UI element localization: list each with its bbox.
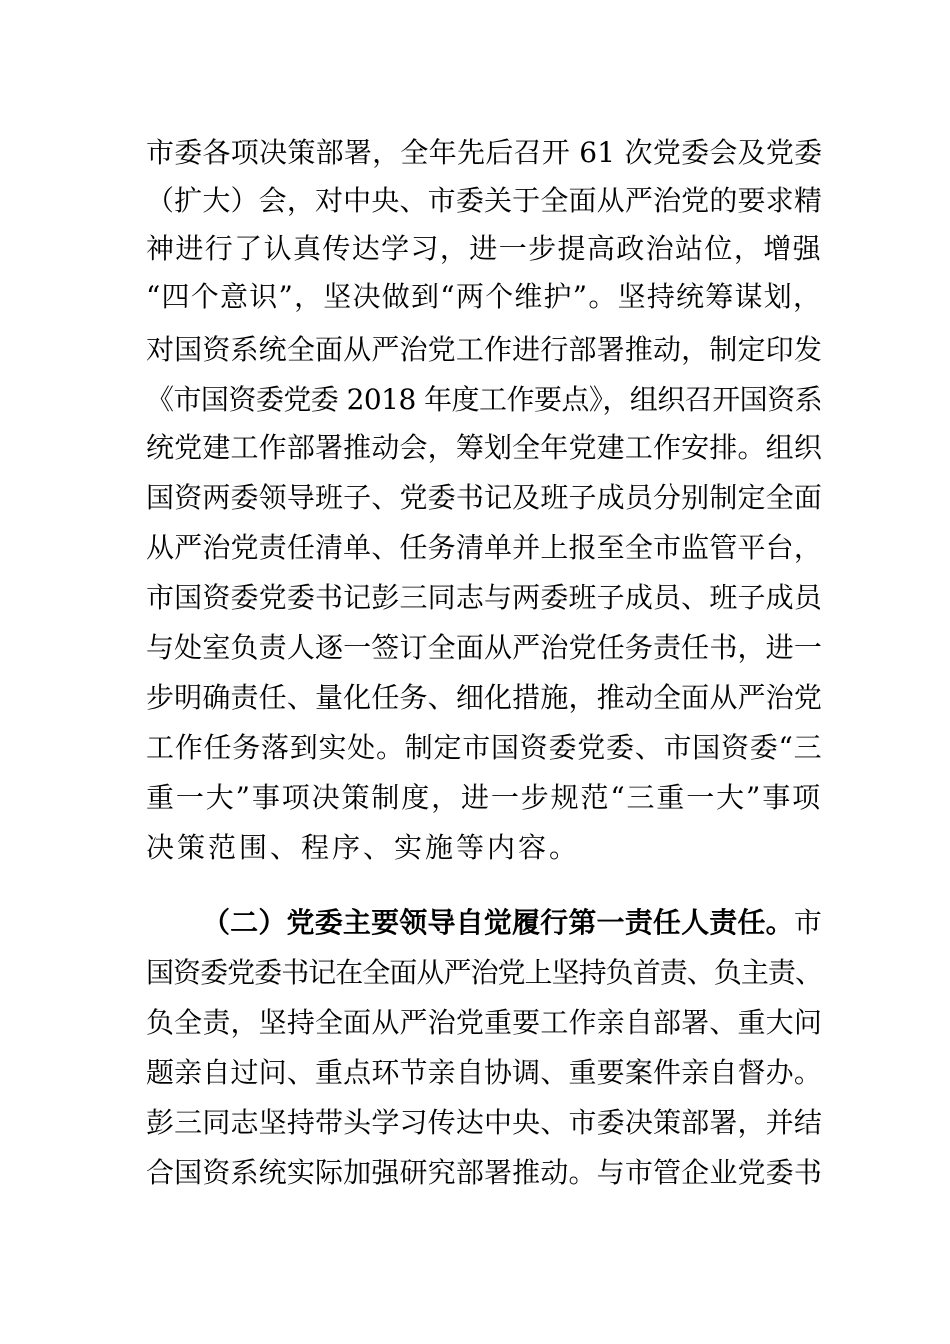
paragraph-line: 与处室负责人逐一签订全面从严治党任务责任书，进一 <box>146 631 823 664</box>
section-heading-line <box>202 907 822 939</box>
paragraph-line: 步明确责任、量化任务、细化措施，推动全面从严治党 <box>146 681 823 714</box>
paragraph-line: 对国资系统全面从严治党工作进行部署推动，制定印发 <box>146 333 823 366</box>
paragraph-line: 重一大”事项决策制度，进一步规范“三重一大”事项 <box>146 781 822 814</box>
paragraph-line: 工作任务落到实处。制定市国资委党委、市国资委“三 <box>146 731 823 764</box>
paragraph-line: 国资两委领导班子、党委书记及班子成员分别制定全面 <box>146 481 823 514</box>
paragraph-line: “四个意识”，坚决做到“两个维护”。坚持统筹谋划， <box>146 280 823 313</box>
paragraph-line: 彭三同志坚持带头学习传达中央、市委决策部署，并结 <box>146 1106 823 1139</box>
paragraph-line: 市委各项决策部署，全年先后召开 61 次党委会及党委 <box>146 136 823 169</box>
paragraph-line: （扩大）会，对中央、市委关于全面从严治党的要求精 <box>146 184 823 217</box>
paragraph-line: 神进行了认真传达学习，进一步提高政治站位，增强 <box>146 232 823 265</box>
paragraph-line: 国资委党委书记在全面从严治党上坚持负首责、负主责、 <box>146 956 823 989</box>
paragraph-line: 从严治党责任清单、任务清单并上报至全市监管平台， <box>146 531 823 564</box>
paragraph-line: 决策范围、程序、实施等内容。 <box>146 831 581 864</box>
paragraph-line: 负全责，坚持全面从严治党重要工作亲自部署、重大问 <box>146 1006 823 1039</box>
paragraph-line: 合国资系统实际加强研究部署推动。与市管企业党委书 <box>146 1156 823 1189</box>
paragraph-line: 题亲自过问、重点环节亲自协调、重要案件亲自督办。 <box>146 1056 823 1089</box>
paragraph-line: 统党建工作部署推动会，筹划全年党建工作安排。组织 <box>146 431 823 464</box>
paragraph-line: 《市国资委党委 2018 年度工作要点》，组织召开国资系 <box>146 383 823 416</box>
paragraph-line: 市国资委党委书记彭三同志与两委班子成员、班子成员 <box>146 581 823 614</box>
section-heading: （二）党委主要领导自觉履行第一责任人责任。 <box>202 906 794 939</box>
paragraph-text: 市 <box>793 906 823 939</box>
